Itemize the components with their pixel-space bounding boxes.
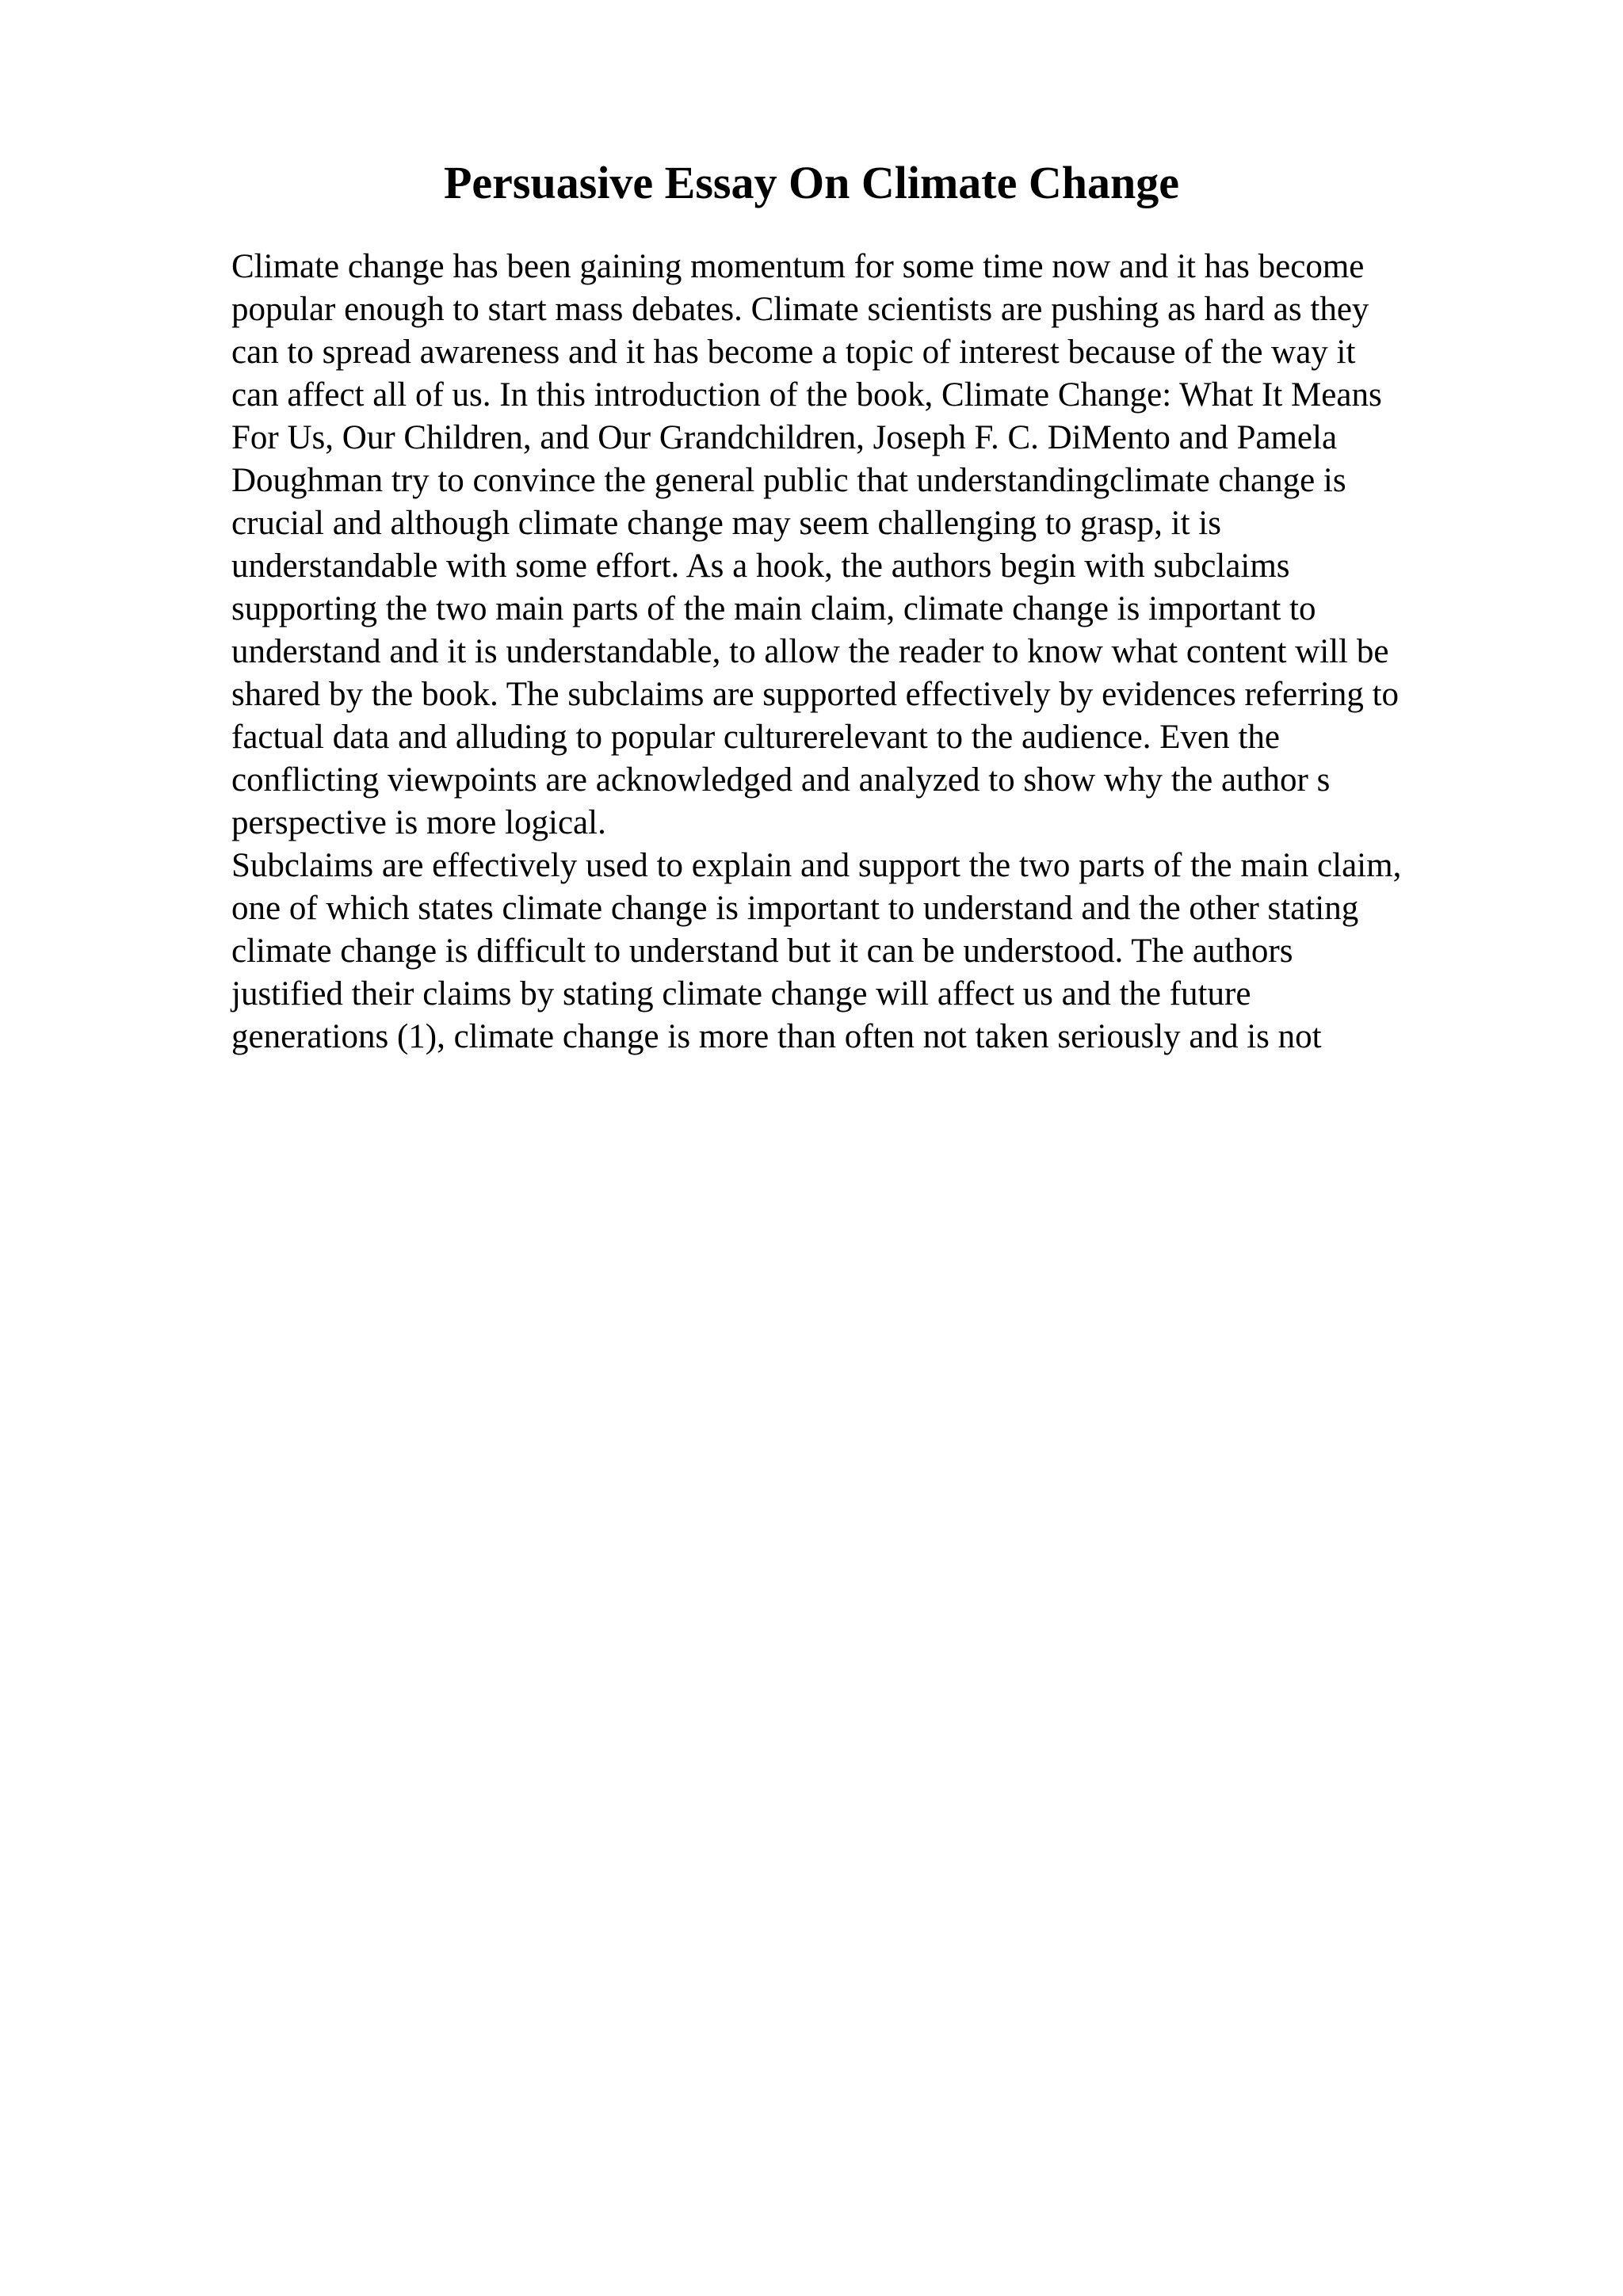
text-line: conflicting viewpoints are acknowledged and analyzed to show why the author s: [231, 761, 1331, 799]
text-line: climate change is difficult to understand but it can be understood. The authors: [231, 933, 1293, 970]
text-line: understandable with some effort. As a hook, the authors begin with subclaims: [231, 547, 1290, 585]
text-line: shared by the book. The subclaims are supported effectively by evidences referring to: [231, 676, 1400, 713]
text-line: perspective is more logical.: [231, 804, 606, 841]
text-line: crucial and although climate change may seem challenging to grasp, it is: [231, 505, 1221, 542]
text-line: generations (1), climate change is more than often not taken seriously and is not: [231, 1018, 1322, 1055]
text-line: factual data and alluding to popular culturerelevant to the audience. Even the: [231, 719, 1280, 756]
text-line: can affect all of us. In this introduction of the book, Climate Change: What It Means: [231, 376, 1382, 414]
text-line: supporting the two main parts of the main claim, climate change is important to: [231, 590, 1316, 627]
text-line: Doughman try to convince the general public that understandingclimate change is: [231, 462, 1346, 499]
text-line: Climate change has been gaining momentum for some time now and it has become: [231, 248, 1365, 285]
text-line: one of which states climate change is important to understand and the other stating: [231, 890, 1359, 927]
document-title: Persuasive Essay On Climate Change: [444, 157, 1179, 208]
text-line: popular enough to start mass debates. Climate scientists are pushing as hard as they: [231, 291, 1369, 328]
text-line: For Us, Our Children, and Our Grandchildren, Joseph F. C. DiMento and Pamela: [231, 419, 1338, 456]
text-line: understand and it is understandable, to allow the reader to know what content will be: [231, 633, 1389, 670]
text-line: Subclaims are effectively used to explain and support the two parts of the main claim,: [231, 847, 1402, 884]
text-line: can to spread awareness and it has become a topic of interest because of the way it: [231, 334, 1356, 371]
essay-body: [231, 246, 1515, 1058]
text-line: justified their claims by stating climate change will affect us and the future: [231, 975, 1251, 1013]
